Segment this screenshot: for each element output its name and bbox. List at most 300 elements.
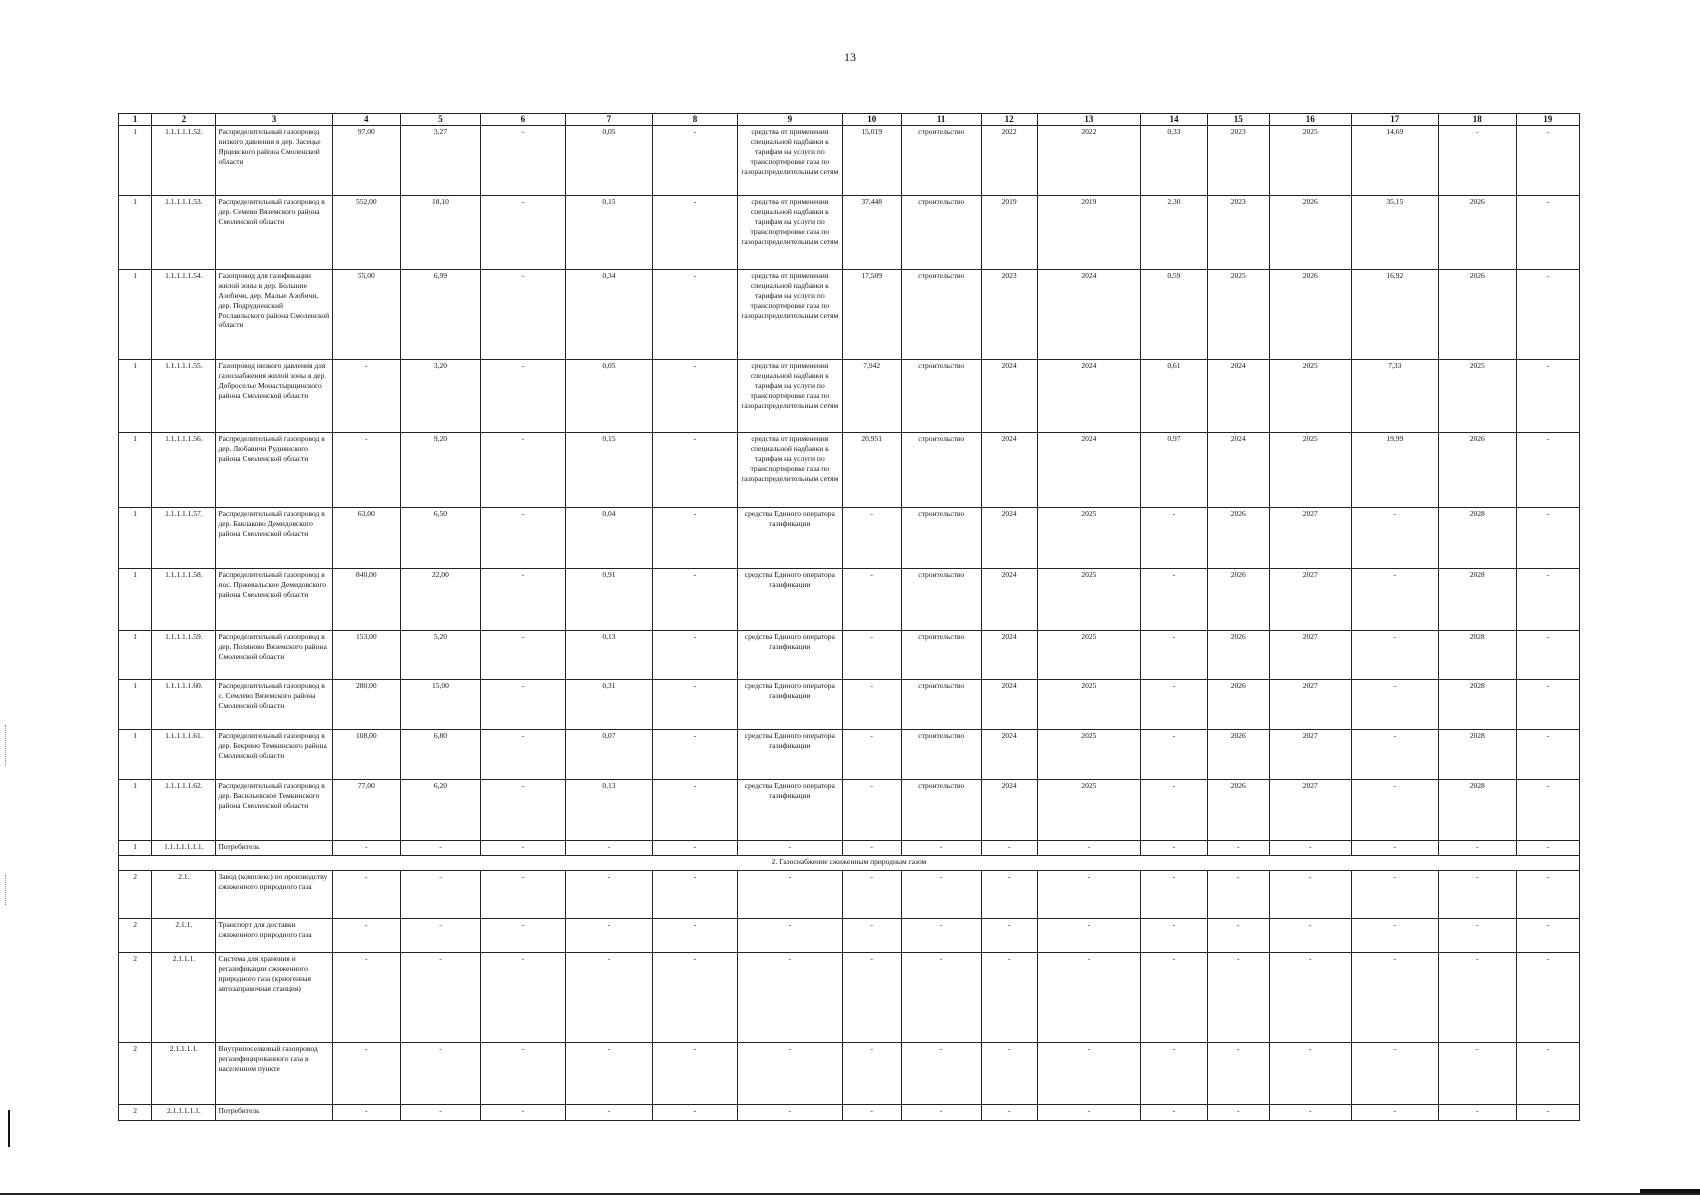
- column-number-cell: 15: [1207, 114, 1269, 126]
- col-14-cell: -: [1141, 841, 1207, 856]
- col-14-cell: 2,30: [1141, 196, 1207, 270]
- col-17-cell: -: [1351, 508, 1438, 569]
- volume-cell: 0,15: [565, 196, 652, 270]
- volume-cell: 0,05: [565, 360, 652, 433]
- funding-source-cell: -: [737, 871, 842, 919]
- gas-network-table: [118, 113, 1580, 1121]
- column-number-cell: 18: [1438, 114, 1516, 126]
- cost-cell: -: [842, 569, 901, 631]
- col-18-cell: 2028: [1438, 569, 1516, 631]
- length-km-cell: 280,00: [332, 680, 400, 730]
- length-km-cell: 153,00: [332, 631, 400, 680]
- funding-source-cell: средства Единого оператора газификации: [737, 508, 842, 569]
- col-8-cell: -: [652, 270, 737, 360]
- col-6-cell: -: [480, 631, 565, 680]
- col-17-cell: -: [1351, 730, 1438, 780]
- col-8-cell: -: [652, 508, 737, 569]
- col-14-cell: -: [1141, 1043, 1207, 1105]
- col-6-cell: -: [480, 953, 565, 1043]
- section-no-cell: 1: [119, 508, 152, 569]
- capacity-cell: 6,50: [401, 508, 481, 569]
- work-type-cell: строительство: [901, 126, 981, 196]
- col-16-cell: -: [1269, 919, 1351, 953]
- col-17-cell: -: [1351, 871, 1438, 919]
- column-number-cell: 5: [401, 114, 481, 126]
- col-8-cell: -: [652, 126, 737, 196]
- table-row: [119, 196, 1580, 270]
- col-6-cell: -: [480, 680, 565, 730]
- section-title-row: [119, 856, 1580, 871]
- table-row: [119, 919, 1580, 953]
- work-type-cell: строительство: [901, 780, 981, 841]
- volume-cell: -: [565, 919, 652, 953]
- col-6-cell: -: [480, 919, 565, 953]
- cost-cell: -: [842, 680, 901, 730]
- capacity-cell: -: [401, 871, 481, 919]
- section-no-cell: 1: [119, 433, 152, 508]
- col-15-cell: 2026: [1207, 780, 1269, 841]
- col-15-cell: 2023: [1207, 196, 1269, 270]
- work-type-cell: строительство: [901, 360, 981, 433]
- end-year-cell: 2024: [1037, 270, 1141, 360]
- section-title: 2. Газоснабжение сжиженным природным газом: [119, 856, 1580, 871]
- section-no-cell: 2: [119, 919, 152, 953]
- col-14-cell: -: [1141, 1105, 1207, 1121]
- volume-cell: 0,07: [565, 730, 652, 780]
- capacity-cell: 6,20: [401, 780, 481, 841]
- table-row: [119, 1043, 1580, 1105]
- length-km-cell: -: [332, 1105, 400, 1121]
- work-type-cell: строительство: [901, 508, 981, 569]
- cost-cell: 17,509: [842, 270, 901, 360]
- item-code-cell: 1.1.1.1.1.55.: [152, 360, 216, 433]
- start-year-cell: 2022: [981, 126, 1037, 196]
- col-16-cell: 2025: [1269, 433, 1351, 508]
- item-code-cell: 2.1.1.: [152, 919, 216, 953]
- col-14-cell: -: [1141, 680, 1207, 730]
- table-row: [119, 871, 1580, 919]
- work-type-cell: строительство: [901, 631, 981, 680]
- cost-cell: 7,942: [842, 360, 901, 433]
- column-number-cell: 2: [152, 114, 216, 126]
- end-year-cell: 2025: [1037, 730, 1141, 780]
- col-16-cell: 2027: [1269, 569, 1351, 631]
- item-code-cell: 2.1.1.1.1.: [152, 1043, 216, 1105]
- end-year-cell: 2025: [1037, 680, 1141, 730]
- item-code-cell: 1.1.1.1.1.52.: [152, 126, 216, 196]
- col-19-cell: -: [1516, 1105, 1579, 1121]
- col-15-cell: 2024: [1207, 433, 1269, 508]
- col-16-cell: 2026: [1269, 270, 1351, 360]
- item-code-cell: 1.1.1.1.1.58.: [152, 569, 216, 631]
- col-15-cell: 2026: [1207, 680, 1269, 730]
- length-km-cell: 552,00: [332, 196, 400, 270]
- col-18-cell: 2026: [1438, 196, 1516, 270]
- section-no-cell: 1: [119, 569, 152, 631]
- col-19-cell: -: [1516, 841, 1579, 856]
- end-year-cell: -: [1037, 1043, 1141, 1105]
- object-name-cell: Транспорт для доставки сжиженного природного газа: [216, 919, 332, 953]
- col-19-cell: -: [1516, 196, 1579, 270]
- cost-cell: -: [842, 953, 901, 1043]
- start-year-cell: -: [981, 841, 1037, 856]
- length-km-cell: -: [332, 1043, 400, 1105]
- col-19-cell: -: [1516, 730, 1579, 780]
- start-year-cell: 2024: [981, 360, 1037, 433]
- col-6-cell: -: [480, 433, 565, 508]
- col-8-cell: -: [652, 1105, 737, 1121]
- col-18-cell: -: [1438, 1043, 1516, 1105]
- section-no-cell: 1: [119, 196, 152, 270]
- capacity-cell: -: [401, 919, 481, 953]
- table-row: [119, 1105, 1580, 1121]
- item-code-cell: 1.1.1.1.1.57.: [152, 508, 216, 569]
- end-year-cell: -: [1037, 953, 1141, 1043]
- col-14-cell: 0,33: [1141, 126, 1207, 196]
- section-no-cell: 2: [119, 871, 152, 919]
- capacity-cell: 15,00: [401, 680, 481, 730]
- col-16-cell: 2027: [1269, 508, 1351, 569]
- item-code-cell: 1.1.1.1.1.1.1.: [152, 841, 216, 856]
- col-18-cell: -: [1438, 841, 1516, 856]
- work-type-cell: -: [901, 841, 981, 856]
- col-15-cell: -: [1207, 919, 1269, 953]
- item-code-cell: 1.1.1.1.1.54.: [152, 270, 216, 360]
- cost-cell: -: [842, 1043, 901, 1105]
- start-year-cell: -: [981, 953, 1037, 1043]
- end-year-cell: -: [1037, 871, 1141, 919]
- col-19-cell: -: [1516, 919, 1579, 953]
- object-name-cell: Распределительный газопровод в дер. Семеви Вяземского района Смоленской области: [216, 196, 332, 270]
- item-code-cell: 1.1.1.1.1.53.: [152, 196, 216, 270]
- col-17-cell: -: [1351, 841, 1438, 856]
- length-km-cell: -: [332, 360, 400, 433]
- item-code-cell: 1.1.1.1.1.59.: [152, 631, 216, 680]
- end-year-cell: 2024: [1037, 360, 1141, 433]
- object-name-cell: Распределительный газопровод в с. Семлево Вяземского района Смоленской области: [216, 680, 332, 730]
- volume-cell: 0,31: [565, 680, 652, 730]
- cost-cell: -: [842, 631, 901, 680]
- length-km-cell: -: [332, 841, 400, 856]
- col-14-cell: -: [1141, 953, 1207, 1043]
- col-15-cell: -: [1207, 871, 1269, 919]
- col-17-cell: -: [1351, 680, 1438, 730]
- work-type-cell: -: [901, 1043, 981, 1105]
- volume-cell: 0,91: [565, 569, 652, 631]
- item-code-cell: 2.1.1.1.: [152, 953, 216, 1043]
- work-type-cell: -: [901, 953, 981, 1043]
- funding-source-cell: средства от применения специальной надбавки к тарифам на услуги по транспортировке газа по газораспределительным сетям: [737, 126, 842, 196]
- col-14-cell: -: [1141, 569, 1207, 631]
- volume-cell: 0,13: [565, 631, 652, 680]
- capacity-cell: -: [401, 1105, 481, 1121]
- cost-cell: -: [842, 780, 901, 841]
- object-name-cell: Распределительный газопровод в дер. Поляново Вяземского района Смоленской области: [216, 631, 332, 680]
- start-year-cell: 2024: [981, 680, 1037, 730]
- col-16-cell: 2027: [1269, 730, 1351, 780]
- section-no-cell: 1: [119, 730, 152, 780]
- header-row: [119, 114, 1580, 126]
- section-no-cell: 1: [119, 270, 152, 360]
- column-number-cell: 17: [1351, 114, 1438, 126]
- length-km-cell: -: [332, 953, 400, 1043]
- length-km-cell: 97,00: [332, 126, 400, 196]
- table-row: [119, 433, 1580, 508]
- cost-cell: -: [842, 1105, 901, 1121]
- end-year-cell: 2025: [1037, 508, 1141, 569]
- col-16-cell: 2027: [1269, 780, 1351, 841]
- funding-source-cell: -: [737, 841, 842, 856]
- column-number-cell: 10: [842, 114, 901, 126]
- work-type-cell: строительство: [901, 680, 981, 730]
- col-8-cell: -: [652, 730, 737, 780]
- funding-source-cell: средства Единого оператора газификации: [737, 569, 842, 631]
- volume-cell: 0,04: [565, 508, 652, 569]
- column-number-cell: 7: [565, 114, 652, 126]
- start-year-cell: -: [981, 871, 1037, 919]
- funding-source-cell: -: [737, 953, 842, 1043]
- table-row: [119, 730, 1580, 780]
- end-year-cell: 2025: [1037, 780, 1141, 841]
- funding-source-cell: средства Единого оператора газификации: [737, 631, 842, 680]
- column-number-cell: 9: [737, 114, 842, 126]
- bottom-edge-thick-line: [1640, 1189, 1700, 1193]
- col-17-cell: 14,69: [1351, 126, 1438, 196]
- length-km-cell: -: [332, 919, 400, 953]
- col-17-cell: 16,92: [1351, 270, 1438, 360]
- volume-cell: -: [565, 841, 652, 856]
- col-8-cell: -: [652, 360, 737, 433]
- object-name-cell: Распределительный газопровод в дер. Васильевское Темкинского района Смоленской области: [216, 780, 332, 841]
- column-number-cell: 16: [1269, 114, 1351, 126]
- col-16-cell: -: [1269, 871, 1351, 919]
- col-18-cell: -: [1438, 919, 1516, 953]
- col-14-cell: 0,59: [1141, 270, 1207, 360]
- col-15-cell: 2024: [1207, 360, 1269, 433]
- col-8-cell: -: [652, 871, 737, 919]
- col-14-cell: 0,61: [1141, 360, 1207, 433]
- col-16-cell: 2025: [1269, 360, 1351, 433]
- cost-cell: -: [842, 730, 901, 780]
- col-17-cell: -: [1351, 631, 1438, 680]
- start-year-cell: 2024: [981, 433, 1037, 508]
- start-year-cell: -: [981, 1043, 1037, 1105]
- col-15-cell: 2023: [1207, 126, 1269, 196]
- end-year-cell: 2024: [1037, 433, 1141, 508]
- object-name-cell: Распределительный газопровод в дер. Бекрино Темкинского района Смоленской области: [216, 730, 332, 780]
- col-16-cell: 2025: [1269, 126, 1351, 196]
- col-19-cell: -: [1516, 780, 1579, 841]
- end-year-cell: 2019: [1037, 196, 1141, 270]
- object-name-cell: Завод (комплекс) по производству сжиженного природного газа: [216, 871, 332, 919]
- col-17-cell: -: [1351, 780, 1438, 841]
- col-16-cell: -: [1269, 1043, 1351, 1105]
- column-number-cell: 12: [981, 114, 1037, 126]
- volume-cell: 0,34: [565, 270, 652, 360]
- funding-source-cell: -: [737, 1105, 842, 1121]
- table-row: [119, 508, 1580, 569]
- col-6-cell: -: [480, 569, 565, 631]
- col-19-cell: -: [1516, 631, 1579, 680]
- col-17-cell: -: [1351, 953, 1438, 1043]
- start-year-cell: -: [981, 1105, 1037, 1121]
- col-15-cell: 2026: [1207, 508, 1269, 569]
- col-19-cell: -: [1516, 871, 1579, 919]
- col-19-cell: -: [1516, 680, 1579, 730]
- col-18-cell: 2028: [1438, 780, 1516, 841]
- item-code-cell: 1.1.1.1.1.56.: [152, 433, 216, 508]
- funding-source-cell: -: [737, 919, 842, 953]
- item-code-cell: 2.1.: [152, 871, 216, 919]
- column-number-cell: 4: [332, 114, 400, 126]
- capacity-cell: 6,99: [401, 270, 481, 360]
- col-6-cell: -: [480, 841, 565, 856]
- start-year-cell: 2024: [981, 780, 1037, 841]
- volume-cell: 0,05: [565, 126, 652, 196]
- object-name-cell: Распределительный газопровод в дер. Любавичи Руднянского района Смоленской области: [216, 433, 332, 508]
- work-type-cell: -: [901, 919, 981, 953]
- work-type-cell: строительство: [901, 730, 981, 780]
- col-18-cell: -: [1438, 126, 1516, 196]
- col-15-cell: 2025: [1207, 270, 1269, 360]
- start-year-cell: 2019: [981, 196, 1037, 270]
- table-row: [119, 360, 1580, 433]
- object-name-cell: Газопровод для газификации жилой зоны в дер. Большие Азобичи, дер. Малые Азобичи, дер. Подрудненский Рославльского района Смоленской области: [216, 270, 332, 360]
- capacity-cell: 5,20: [401, 631, 481, 680]
- page-number: 13: [844, 50, 856, 64]
- table-row: [119, 270, 1580, 360]
- length-km-cell: -: [332, 433, 400, 508]
- capacity-cell: -: [401, 841, 481, 856]
- volume-cell: 0,13: [565, 780, 652, 841]
- column-number-cell: 11: [901, 114, 981, 126]
- col-16-cell: -: [1269, 953, 1351, 1043]
- col-6-cell: -: [480, 508, 565, 569]
- funding-source-cell: средства Единого оператора газификации: [737, 680, 842, 730]
- object-name-cell: Система для хранения и регазификации сжиженного природного газа (криогенная автозаправочная станция): [216, 953, 332, 1043]
- section-no-cell: 1: [119, 841, 152, 856]
- length-km-cell: 55,00: [332, 270, 400, 360]
- col-6-cell: -: [480, 730, 565, 780]
- table-row: [119, 841, 1580, 856]
- cost-cell: 20,951: [842, 433, 901, 508]
- col-8-cell: -: [652, 680, 737, 730]
- col-14-cell: -: [1141, 508, 1207, 569]
- cost-cell: -: [842, 841, 901, 856]
- col-18-cell: 2028: [1438, 508, 1516, 569]
- object-name-cell: Внутрипоселковый газопровод регазифицированного газа в населенном пункте: [216, 1043, 332, 1105]
- col-8-cell: -: [652, 841, 737, 856]
- length-km-cell: -: [332, 871, 400, 919]
- col-14-cell: -: [1141, 871, 1207, 919]
- col-19-cell: -: [1516, 433, 1579, 508]
- capacity-cell: 22,00: [401, 569, 481, 631]
- end-year-cell: 2025: [1037, 569, 1141, 631]
- start-year-cell: 2024: [981, 730, 1037, 780]
- capacity-cell: 6,80: [401, 730, 481, 780]
- item-code-cell: 1.1.1.1.1.62.: [152, 780, 216, 841]
- col-17-cell: -: [1351, 919, 1438, 953]
- col-19-cell: -: [1516, 126, 1579, 196]
- item-code-cell: 1.1.1.1.1.61.: [152, 730, 216, 780]
- volume-cell: -: [565, 953, 652, 1043]
- start-year-cell: 2024: [981, 631, 1037, 680]
- funding-source-cell: средства от применения специальной надбавки к тарифам на услуги по транспортировке газа по газораспределительным сетям: [737, 433, 842, 508]
- capacity-cell: 9,20: [401, 433, 481, 508]
- col-18-cell: 2026: [1438, 433, 1516, 508]
- section-no-cell: 2: [119, 1043, 152, 1105]
- col-15-cell: -: [1207, 953, 1269, 1043]
- col-6-cell: -: [480, 871, 565, 919]
- work-type-cell: строительство: [901, 433, 981, 508]
- col-19-cell: -: [1516, 569, 1579, 631]
- end-year-cell: -: [1037, 841, 1141, 856]
- length-km-cell: 108,00: [332, 730, 400, 780]
- col-17-cell: 7,33: [1351, 360, 1438, 433]
- col-16-cell: 2027: [1269, 631, 1351, 680]
- col-16-cell: 2027: [1269, 680, 1351, 730]
- column-number-cell: 6: [480, 114, 565, 126]
- work-type-cell: строительство: [901, 270, 981, 360]
- work-type-cell: строительство: [901, 196, 981, 270]
- col-19-cell: -: [1516, 508, 1579, 569]
- col-15-cell: -: [1207, 1043, 1269, 1105]
- funding-source-cell: средства от применения специальной надбавки к тарифам на услуги по транспортировке газа по газораспределительным сетям: [737, 270, 842, 360]
- col-19-cell: -: [1516, 953, 1579, 1043]
- col-15-cell: 2026: [1207, 569, 1269, 631]
- section-no-cell: 1: [119, 631, 152, 680]
- column-number-cell: 14: [1141, 114, 1207, 126]
- col-17-cell: 35,15: [1351, 196, 1438, 270]
- start-year-cell: 2023: [981, 270, 1037, 360]
- object-name-cell: Распределительный газопровод в пос. Пржевальское Демидовского района Смоленской области: [216, 569, 332, 631]
- col-15-cell: -: [1207, 1105, 1269, 1121]
- col-18-cell: -: [1438, 871, 1516, 919]
- col-14-cell: -: [1141, 730, 1207, 780]
- end-year-cell: -: [1037, 1105, 1141, 1121]
- object-name-cell: Распределительный газопровод в дер. Баклаково Демидовского района Смоленской области: [216, 508, 332, 569]
- col-6-cell: -: [480, 360, 565, 433]
- end-year-cell: 2022: [1037, 126, 1141, 196]
- col-14-cell: -: [1141, 631, 1207, 680]
- funding-source-cell: средства от применения специальной надбавки к тарифам на услуги по транспортировке газа по газораспределительным сетям: [737, 196, 842, 270]
- object-name-cell: Потребитель: [216, 841, 332, 856]
- col-18-cell: 2026: [1438, 270, 1516, 360]
- section-no-cell: 2: [119, 1105, 152, 1121]
- col-17-cell: -: [1351, 1105, 1438, 1121]
- col-14-cell: -: [1141, 780, 1207, 841]
- object-name-cell: Потребитель: [216, 1105, 332, 1121]
- col-8-cell: -: [652, 196, 737, 270]
- work-type-cell: -: [901, 1105, 981, 1121]
- cost-cell: 37,448: [842, 196, 901, 270]
- col-6-cell: -: [480, 780, 565, 841]
- col-16-cell: -: [1269, 1105, 1351, 1121]
- funding-source-cell: средства Единого оператора газификации: [737, 730, 842, 780]
- col-18-cell: -: [1438, 953, 1516, 1043]
- funding-source-cell: -: [737, 1043, 842, 1105]
- col-8-cell: -: [652, 1043, 737, 1105]
- column-number-cell: 3: [216, 114, 332, 126]
- cost-cell: -: [842, 871, 901, 919]
- volume-cell: -: [565, 1105, 652, 1121]
- col-18-cell: 2028: [1438, 680, 1516, 730]
- col-16-cell: 2026: [1269, 196, 1351, 270]
- table-row: [119, 780, 1580, 841]
- column-number-cell: 1: [119, 114, 152, 126]
- end-year-cell: -: [1037, 919, 1141, 953]
- column-number-cell: 19: [1516, 114, 1579, 126]
